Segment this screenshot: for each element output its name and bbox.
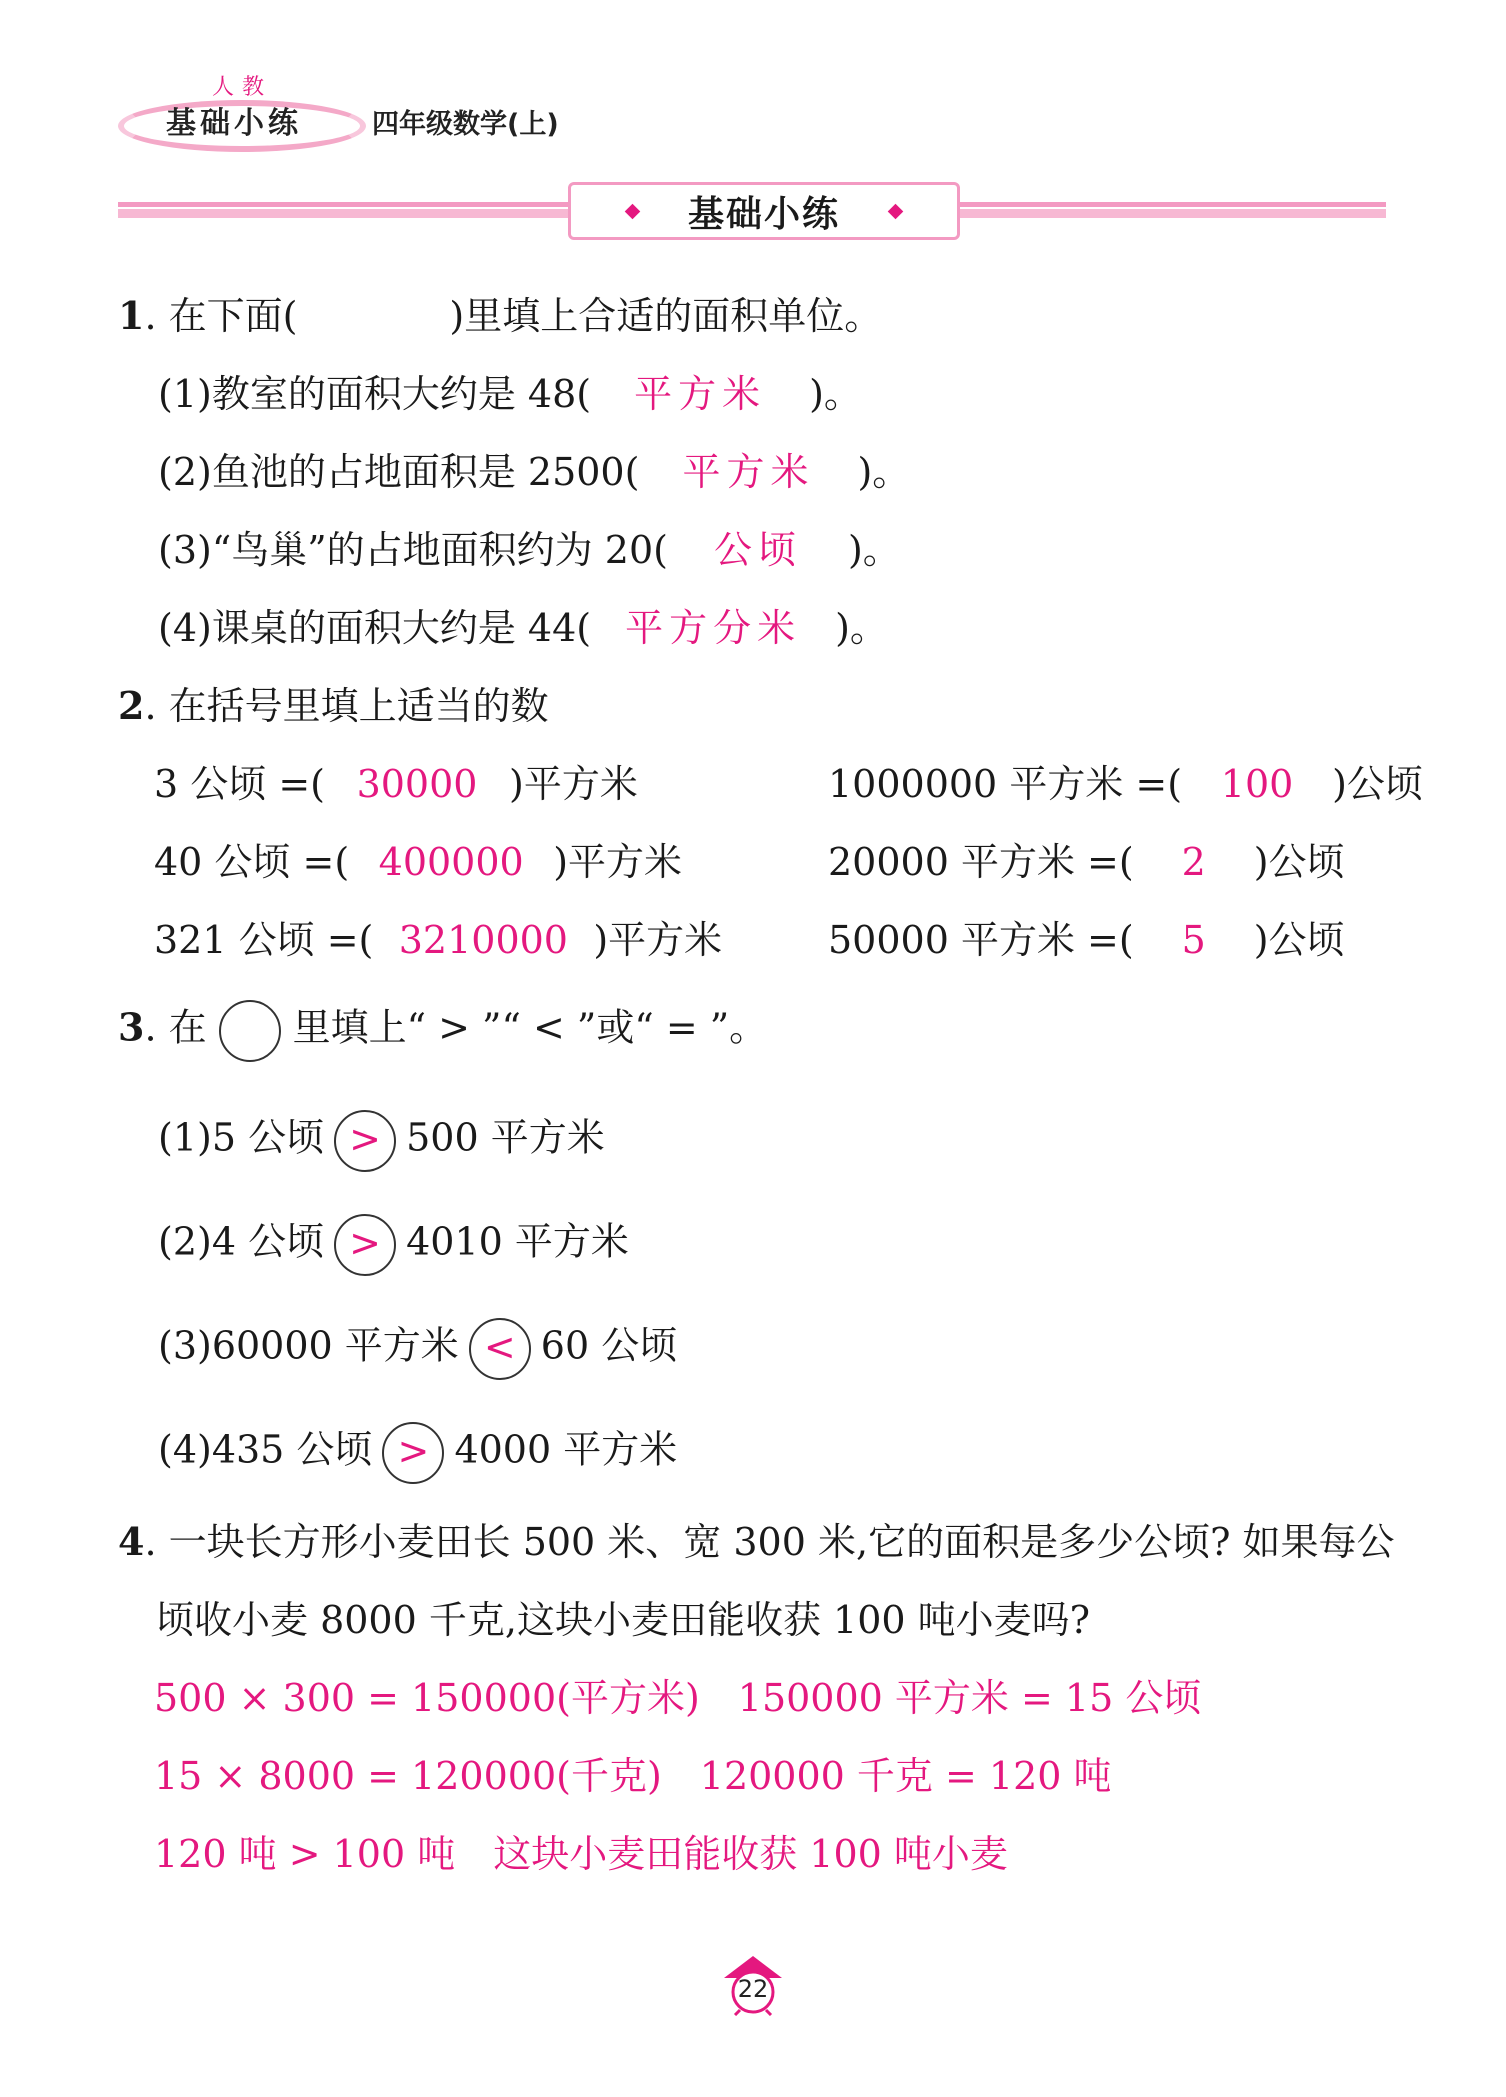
q3-item: [158, 1318, 677, 1380]
compare-sign: >: [334, 1110, 396, 1172]
question-prompt-b: 里填上“ > ”“ < ”或“ = ”。: [292, 1005, 768, 1050]
item-pre: 50000 平方米 =(: [828, 918, 1134, 962]
item-end: )。: [847, 528, 901, 572]
question-number: 2: [118, 683, 145, 728]
question-1: [118, 292, 882, 340]
q3-item: [158, 1422, 677, 1484]
item-left: (4)435 公顷: [158, 1427, 373, 1472]
answer: 平方分米: [625, 606, 802, 650]
item-pre: 321 公顷 =(: [154, 918, 374, 962]
q3-item: [158, 1214, 629, 1276]
item-left: (1)5 公顷: [158, 1115, 325, 1160]
question-2: [118, 682, 549, 730]
logo-title: 基础小练: [166, 106, 302, 141]
item-text: (3)“鸟巢”的占地面积约为 20(: [158, 528, 668, 572]
item-pre: 3 公顷 =(: [154, 762, 326, 806]
page-number: 22: [737, 1975, 769, 2003]
item-pre: 40 公顷 =(: [154, 840, 350, 884]
item-end: )。: [809, 372, 862, 416]
item-text: (2)鱼池的占地面积是 2500(: [158, 450, 640, 494]
answer: 100: [1220, 762, 1294, 806]
question-prompt: . 在括号里填上适当的数: [144, 684, 549, 728]
item-pre: 1000000 平方米 =(: [828, 762, 1183, 806]
question-line-2: 顷收小麦 8000 千克,这块小麦田能收获 100 吨小麦吗?: [156, 1598, 1091, 1642]
q4-answer-line: 500 × 300 = 150000(平方米) 150000 平方米 = 15 公顷: [154, 1676, 1202, 1720]
section-title: 基础小练: [687, 193, 840, 235]
item-left: (2)4 公顷: [158, 1219, 325, 1264]
item-right: 60 公顷: [540, 1323, 678, 1368]
compare-sign: <: [469, 1318, 531, 1380]
question-prompt-a: . 在: [144, 1005, 207, 1050]
diamond-icon: [625, 203, 641, 219]
q2-right-item: [828, 760, 1423, 808]
logo-subtitle: 人教: [212, 75, 273, 100]
item-end: )。: [857, 450, 911, 494]
grade-label: 四年级数学(上): [372, 109, 559, 140]
item-end: )。: [835, 606, 888, 650]
question-number: 3: [118, 1004, 145, 1050]
item-right: 4010 平方米: [406, 1219, 629, 1264]
item-post: )公顷: [1332, 762, 1423, 806]
q2-left-item: [154, 916, 722, 964]
answer: 2: [1181, 840, 1206, 884]
q2-right-item: [828, 838, 1345, 886]
answer: 400000: [378, 840, 524, 884]
item-post: )平方米: [553, 840, 683, 884]
answer: 公顷: [713, 528, 802, 572]
question-number: 1: [118, 293, 145, 338]
answer: 30000: [356, 762, 478, 806]
q1-item: [158, 604, 888, 652]
title-band-left: [118, 202, 570, 218]
q1-item: [158, 526, 901, 574]
item-right: 500 平方米: [406, 1115, 605, 1160]
q1-item: [158, 370, 862, 418]
item-post: )公顷: [1253, 918, 1345, 962]
title-band-right: [952, 202, 1386, 218]
item-pre: 20000 平方米 =(: [828, 840, 1134, 884]
question-3: [118, 1000, 767, 1062]
q3-item: [158, 1110, 605, 1172]
answer: 3210000: [398, 918, 568, 962]
item-right: 4000 平方米: [454, 1427, 678, 1472]
answer: 5: [1181, 918, 1206, 962]
item-post: )平方米: [509, 762, 638, 806]
compare-sign: >: [382, 1422, 444, 1484]
section-title-box: [568, 182, 960, 240]
blank-circle: [219, 1000, 281, 1062]
question-4: [118, 1518, 1395, 1566]
item-post: )公顷: [1253, 840, 1345, 884]
question-number: 4: [118, 1519, 145, 1564]
answer: 平方米: [682, 450, 815, 494]
question-line-1: . 一块长方形小麦田长 500 米、宽 300 米,它的面积是多少公顷? 如果每公: [144, 1520, 1395, 1564]
q2-left-item: [154, 838, 682, 886]
q4-answer-line: 120 吨 > 100 吨 这块小麦田能收获 100 吨小麦: [154, 1832, 1008, 1876]
item-left: (3)60000 平方米: [158, 1323, 459, 1368]
q1-item: [158, 448, 910, 496]
diamond-icon: [888, 203, 904, 219]
item-text: (4)课桌的面积大约是 44(: [158, 606, 592, 650]
compare-sign: >: [334, 1214, 396, 1276]
q4-answer-line: 15 × 8000 = 120000(千克) 120000 千克 = 120 吨: [154, 1754, 1112, 1798]
q2-left-item: [154, 760, 638, 808]
item-text: (1)教室的面积大约是 48(: [158, 372, 592, 416]
question-prompt: . 在下面( )里填上合适的面积单位。: [144, 294, 883, 338]
answer: 平方米: [634, 372, 767, 416]
item-post: )平方米: [593, 918, 723, 962]
q2-right-item: [828, 916, 1345, 964]
